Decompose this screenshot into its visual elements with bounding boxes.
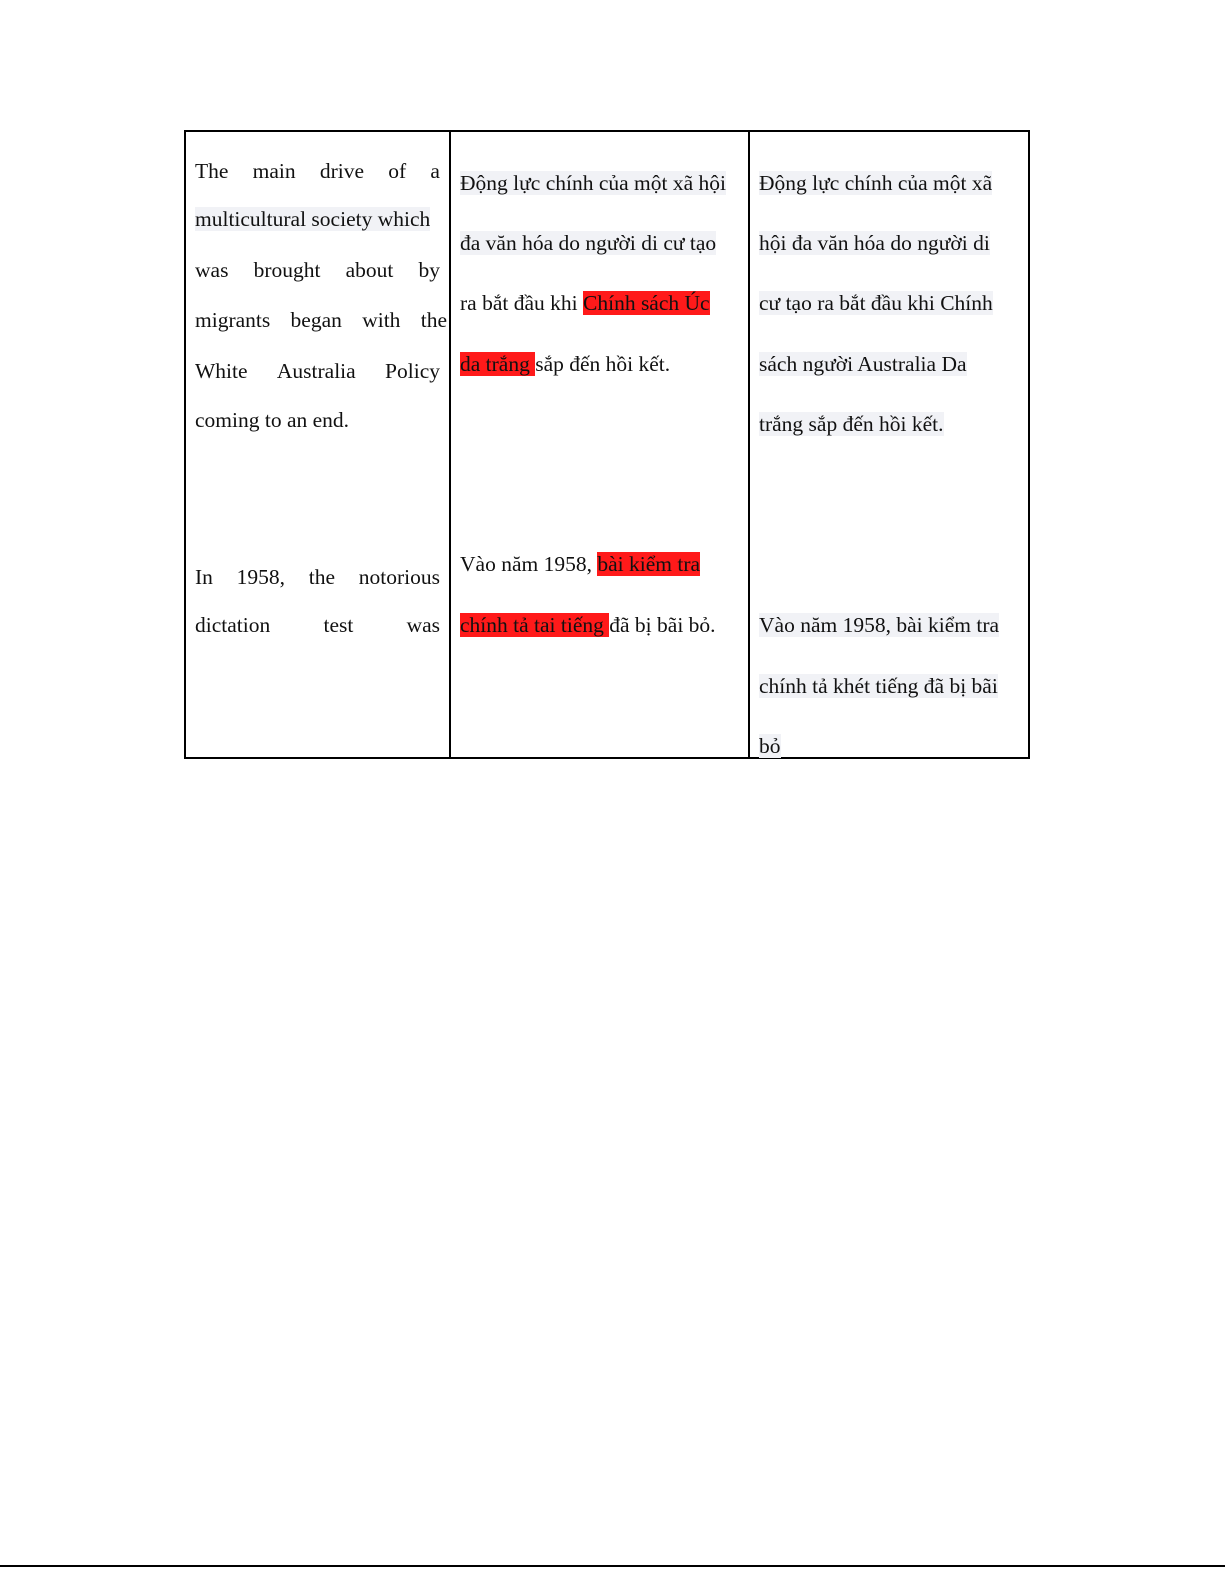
translation-line: cư tạo ra bắt đầu khi Chính [759,291,993,315]
error-highlight: chính tả tai tiếng [460,613,610,637]
translation-line: trắng sắp đến hồi kết. [759,412,944,436]
source-line: was brought about by [195,258,440,282]
translation-line: bỏ [759,734,781,758]
page-bottom-rule [0,1565,1225,1567]
error-highlight: Chính sách Úc [583,291,710,315]
source-line: The main drive of a [195,159,440,183]
translation-line: chính tả khét tiếng đã bị bãi [759,674,998,698]
column-divider [449,132,451,757]
translation-line: da trắng sắp đến hồi kết. [460,352,671,376]
source-line: migrants began with the [195,308,447,332]
error-highlight: da trắng [460,352,536,376]
translation-line: sách người Australia Da [759,352,967,376]
translation-line: chính tả tai tiếng đã bị bãi bỏ. [460,613,716,637]
source-line: coming to an end. [195,408,350,432]
error-highlight: bài kiểm tra [597,552,701,576]
translation-line: Vào năm 1958, bài kiểm tra [460,552,701,576]
translation-line: Động lực chính của một xã hội [460,171,727,195]
source-line: White Australia Policy [195,359,440,383]
source-line: In 1958, the notorious [195,565,440,589]
translation-line: ra bắt đầu khi Chính sách Úc [460,291,710,315]
source-line: multicultural society which [195,207,431,231]
column-divider [748,132,750,757]
comparison-table [184,130,1030,759]
translation-line: đa văn hóa do người di cư tạo [460,231,717,255]
translation-line: Vào năm 1958, bài kiểm tra [759,613,1000,637]
translation-line: Động lực chính của một xã [759,171,993,195]
translation-line: hội đa văn hóa do người di [759,231,990,255]
source-line: dictation test was [195,613,440,637]
